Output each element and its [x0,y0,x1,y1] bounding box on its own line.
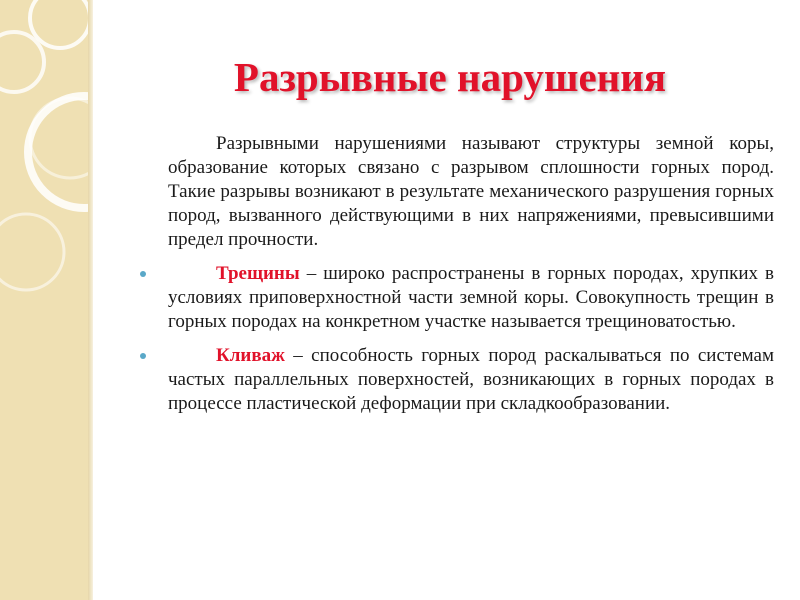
term-cleavage: Кливаж [216,345,285,366]
decorative-circles [0,0,88,600]
term-cracks: Трещины [216,263,300,284]
cracks-definition: – широко распространены в горных породах, хрупких в условиях приповерхностной части земной коры. Совокупность трещин в горных породах на конкретном участке называется трещиноватостью. [168,263,774,332]
intro-text: Разрывными нарушениями называют структуры земной коры, образование которых связано с разрывом сплошности горных пород. Такие разрывы возникают в результате механического разрушения горных пород, вызванного действующими в них напряжениями, превысившими предел прочности. [168,133,774,250]
cleavage-definition: – способность горных пород раскалываться по системам частых параллельных поверхностей, возникающих в горных породах в процессе пластической деформации при складкообразовании. [168,345,774,414]
bullet-dot-icon [140,353,146,359]
bullet-paragraph-cracks [168,262,774,334]
decorative-side-panel [0,0,88,600]
bullet-dot-icon [140,271,146,277]
slide-body [168,132,774,426]
side-divider [88,0,93,600]
intro-paragraph [168,132,774,252]
bullet-paragraph-cleavage [168,344,774,416]
slide-title: Разрывные нарушения [233,54,667,100]
